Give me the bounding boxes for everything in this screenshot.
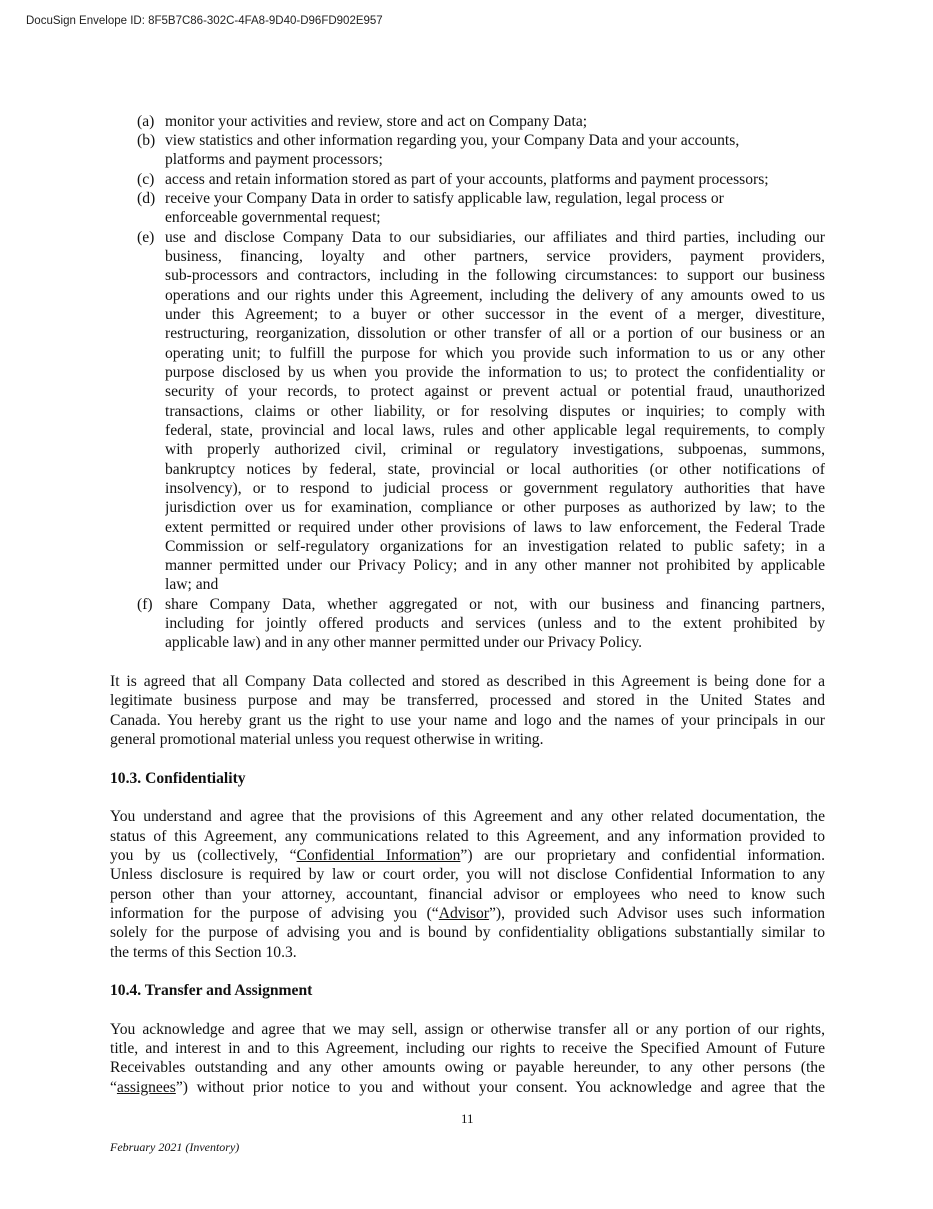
list-item-c-line: access and retain information stored as part of your accounts, platforms and payment processors; bbox=[165, 171, 769, 188]
paragraph-line bbox=[110, 904, 825, 923]
paragraph-line: legitimate business purpose and may be transferred, processed and stored in the United States and bbox=[110, 692, 825, 709]
list-item-e-line: federal, state, provincial and local laws, rules and other applicable legal requirements, to comply bbox=[165, 422, 825, 439]
paragraph-line: status of this Agreement, any communications related to this Agreement, and any information provided to bbox=[110, 828, 825, 845]
paragraph-line: title, and interest in and to this Agreement, including our rights to receive the Specified Amount of Future bbox=[110, 1040, 825, 1057]
paragraph-line: It is agreed that all Company Data collected and stored as described in this Agreement is being done for a bbox=[110, 673, 825, 690]
list-item-e-line: purpose disclosed by us when you provide the information to us; to protect the confidentiality or bbox=[165, 364, 825, 381]
text: ”) are our proprietary and confidential information. bbox=[460, 847, 825, 864]
list-item-e-line: security of your records, to protect against or prevent actual or potential fraud, unauthorized bbox=[165, 383, 825, 400]
docusign-envelope-id: DocuSign Envelope ID: 8F5B7C86-302C-4FA8-9D40-D96FD902E957 bbox=[26, 15, 383, 27]
paragraph-line: You acknowledge and agree that we may sell, assign or otherwise transfer all or any portion of our rights, bbox=[110, 1021, 825, 1038]
list-label: (d) bbox=[137, 190, 156, 207]
list-item-e-line: bankruptcy notices by federal, state, provincial or local authorities (or other notifications of bbox=[165, 461, 825, 478]
list-item-e-line: manner permitted under our Privacy Policy; and in any other manner not prohibited by applicable bbox=[165, 557, 825, 574]
paragraph-line: the terms of this Section 10.3. bbox=[110, 944, 297, 961]
paragraph-line: Receivables outstanding and any other amounts owing or payable hereunder, to any other persons (the bbox=[110, 1059, 825, 1076]
list-item-e-line: law; and bbox=[165, 576, 219, 593]
text: “ bbox=[110, 1079, 117, 1096]
page-number: 11 bbox=[461, 1111, 474, 1126]
list-item-e-line: Commission or self-regulatory organizations for an investigation related to public safety; in a bbox=[165, 538, 825, 555]
list-item-b-line: view statistics and other information regarding you, your Company Data and your accounts, bbox=[165, 132, 740, 149]
defined-term-confidential-information: Confidential Information bbox=[296, 847, 461, 864]
list-item-e-line: operating unit; to fulfill the purpose for which you provide such information to us or any other bbox=[165, 345, 825, 362]
list-item-f-line: including for jointly offered products and services (unless and to the extent prohibited by bbox=[165, 615, 825, 632]
list-item-e-line: use and disclose Company Data to our subsidiaries, our affiliates and third parties, including our bbox=[165, 229, 825, 246]
list-item-a-line: monitor your activities and review, store and act on Company Data; bbox=[165, 113, 588, 130]
defined-term-advisor: Advisor bbox=[438, 905, 489, 922]
paragraph-line: general promotional material unless you request otherwise in writing. bbox=[110, 731, 544, 748]
paragraph-line: Canada. You hereby grant us the right to use your name and logo and the names of your principals in our bbox=[110, 712, 825, 729]
list-label: (c) bbox=[137, 171, 155, 188]
paragraph-line bbox=[110, 1078, 825, 1097]
text: ”) without prior notice to you and without your consent. You acknowledge and agree that the bbox=[175, 1079, 825, 1096]
list-item-e-line: restructuring, reorganization, dissolution or other transfer of all or a portion of our business or an bbox=[165, 325, 825, 342]
list-item-e-line: sub-processors and contractors, including in the following circumstances: to support our business bbox=[165, 267, 825, 284]
list-item-f-line: applicable law) and in any other manner permitted under our Privacy Policy. bbox=[165, 634, 643, 651]
list-item-e-line: with properly authorized civil, criminal or regulatory investigations, subpoenas, summons, bbox=[165, 441, 825, 458]
footer-date: February 2021 (Inventory) bbox=[110, 1140, 240, 1154]
list-item-e-line: operations and our rights under this Agreement, including the delivery of any amounts owed to us bbox=[165, 287, 825, 304]
list-item-e-line: jurisdiction over us for examination, compliance or other purposes as authorized by law; to the bbox=[165, 499, 825, 516]
list-label: (e) bbox=[137, 229, 155, 246]
paragraph-line: You understand and agree that the provisions of this Agreement and any other related documentation, the bbox=[110, 808, 825, 825]
section-heading-confidentiality: 10.3. Confidentiality bbox=[110, 770, 246, 787]
list-item-d-line: receive your Company Data in order to satisfy applicable law, regulation, legal process or bbox=[165, 190, 724, 207]
defined-term-assignees: assignees bbox=[116, 1079, 176, 1096]
list-item-b-line: platforms and payment processors; bbox=[165, 151, 383, 168]
paragraph-line: solely for the purpose of advising you and is bound by confidentiality obligations substantially similar to bbox=[110, 924, 825, 941]
list-item-e-line: transactions, claims or other liability, or for resolving disputes or inquiries; to comply with bbox=[165, 403, 825, 420]
list-label: (f) bbox=[137, 596, 153, 613]
text: ”), provided such Advisor uses such information bbox=[488, 905, 825, 922]
text: information for the purpose of advising you (“ bbox=[110, 905, 439, 922]
paragraph-line: person other than your attorney, accountant, financial advisor or employees who need to know such bbox=[110, 886, 825, 903]
list-label: (a) bbox=[137, 113, 155, 130]
section-heading-transfer-assignment: 10.4. Transfer and Assignment bbox=[110, 982, 313, 999]
list-item-d-line: enforceable governmental request; bbox=[165, 209, 381, 226]
text: you by us (collectively, “ bbox=[110, 847, 297, 864]
list-item-e-line: business, financing, loyalty and other partners, service providers, payment providers, bbox=[165, 248, 825, 265]
list-item-e-line: insolvency), or to respond to judicial process or government regulatory authorities that have bbox=[165, 480, 825, 497]
list-item-f-line: share Company Data, whether aggregated or not, with our business and financing partners, bbox=[165, 596, 825, 613]
list-item-e-line: extent permitted or required under other provisions of laws to law enforcement, the Federal Trade bbox=[165, 519, 825, 536]
paragraph-line: Unless disclosure is required by law or court order, you will not disclose Confidential Information to any bbox=[110, 866, 825, 883]
paragraph-line bbox=[110, 846, 825, 865]
list-label: (b) bbox=[137, 132, 156, 149]
list-item-e-line: under this Agreement; to a buyer or other successor in the event of a merger, divestiture, bbox=[165, 306, 825, 323]
